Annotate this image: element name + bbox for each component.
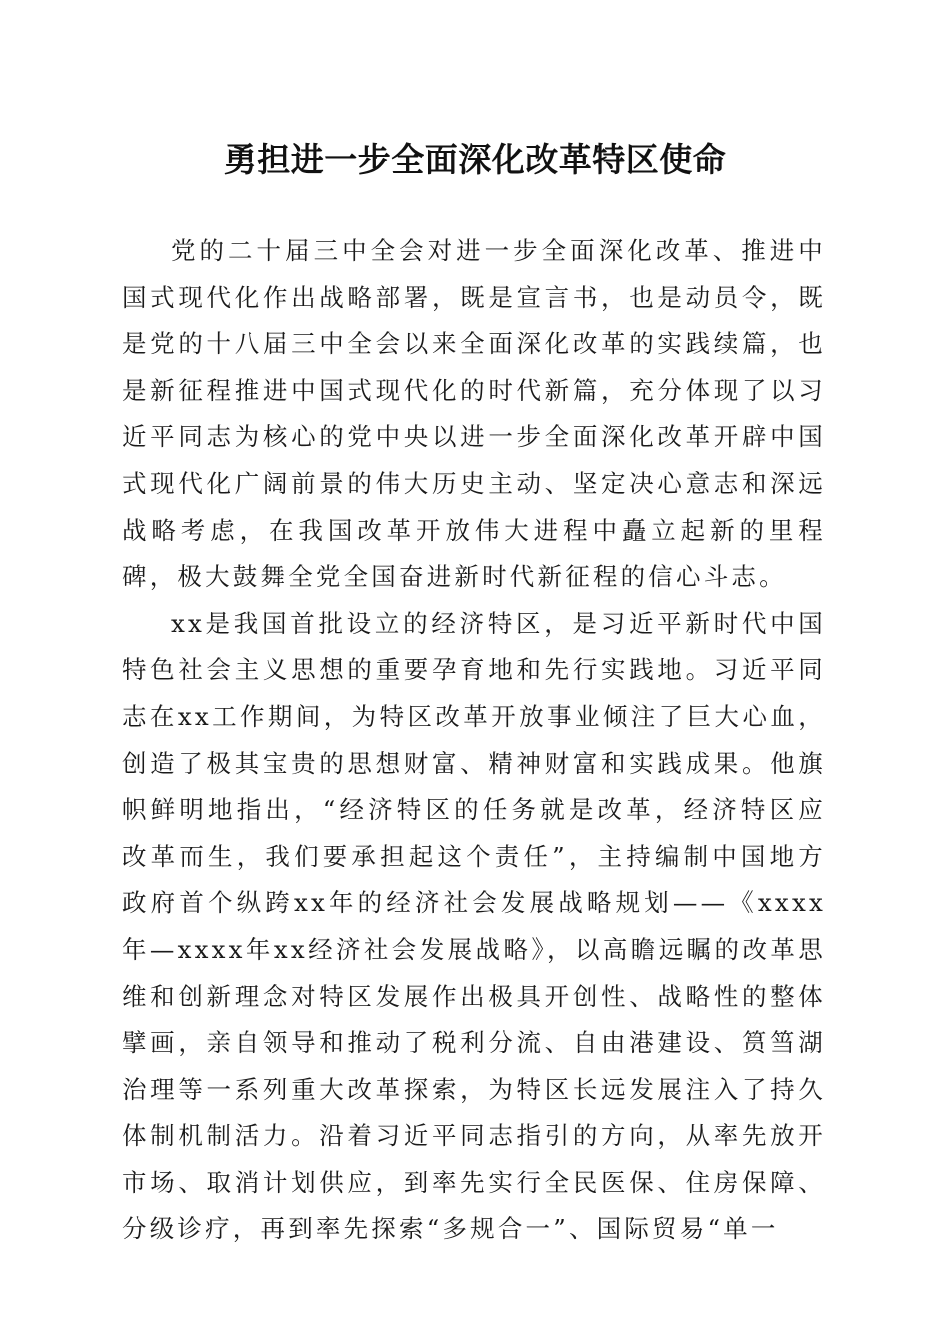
paragraph-1: 党的二十届三中全会对进一步全面深化改革、推进中国式现代化作出战略部署，既是宣言书，也是动员令，既是党的十八届三中全会以来全面深化改革的实践续篇，也是新征程推进中国式现代化的时代新篇，充分体现了以习近平同志为核心的党中央以进一步全面深化改革开辟中国式现代化广阔前景的伟大历史主动、坚定决心意志和深远战略考虑，在我国改革开放伟大进程中矗立起新的里程碑，极大鼓舞全党全国奋进新时代新征程的信心斗志。 [122, 236, 826, 592]
document-body [122, 228, 826, 1253]
document-title: 勇担进一步全面深化改革特区使命 [223, 140, 727, 179]
paragraph-2: xx是我国首批设立的经济特区，是习近平新时代中国特色社会主义思想的重要孕育地和先行实践地。习近平同志在xx工作期间，为特区改革开放事业倾注了巨大心血，创造了极其宝贵的思想财富、精神财富和实践成果。他旗帜鲜明地指出，“经济特区的任务就是改革，经济特区应改革而生，我们要承担起这个责任”，主持编制中国地方政府首个纵跨xx年的经济社会发展战略规划——《xxxx年—xxxx年xx经济社会发展战略》，以高瞻远瞩的改革思维和创新理念对特区发展作出极具开创性、战略性的整体擘画，亲自领导和推动了税利分流、自由港建设、筼筜湖治理等一系列重大改革探索，为特区长远发展注入了持久体制机制活力。沿着习近平同志指引的方向，从率先放开市场、取消计划供应，到率先实行全民医保、住房保障、分级诊疗，再到率先探索“多规合一”、国际贸易“单一 [122, 608, 826, 1244]
